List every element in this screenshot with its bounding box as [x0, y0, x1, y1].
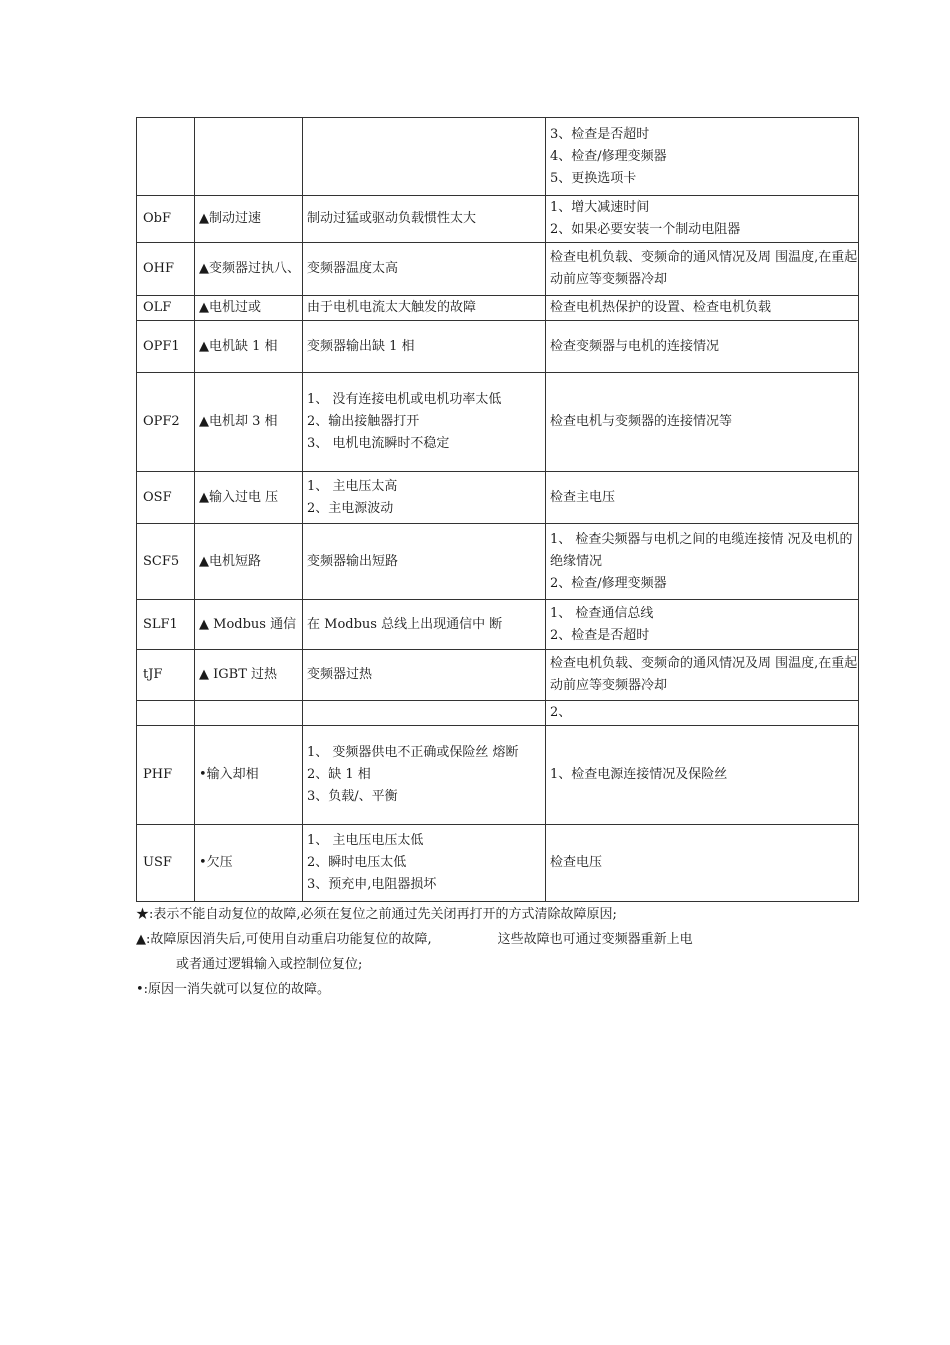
- fault-remedy-cell: [546, 726, 859, 825]
- cell-line: 1、 变频器供电不正确或保险丝 熔断: [307, 745, 519, 760]
- cell-line: 1、 检查尖频器与电机之间的电缆连接情 况及电机的绝缘情况: [550, 531, 853, 569]
- note-star: ★:表示不能自动复位的故障,必须在复位之前通过先关闭再打开的方式清除故障原因;: [136, 907, 617, 922]
- fault-name-cell: [195, 825, 303, 902]
- fault-name-cell: [195, 373, 303, 472]
- fault-remedy-cell: [546, 650, 859, 701]
- fault-code-cell: [137, 296, 195, 321]
- cell-line: 变频器输出短路: [307, 553, 399, 569]
- fault-cause-cell: [303, 650, 546, 701]
- legend-notes: [136, 902, 896, 1002]
- fault-code-cell: [137, 524, 195, 600]
- fault-name-cell: [195, 472, 303, 524]
- note-triangle-part2: 这些故障也可通过变频器重新上电: [497, 932, 693, 947]
- fault-cause-cell: [303, 600, 546, 650]
- cell-line: tJF: [143, 667, 163, 682]
- table-row: [137, 726, 859, 825]
- cell-line: PHF: [143, 767, 173, 782]
- table-row: [137, 600, 859, 650]
- note-triangle-part1: ▲:故障原因消失后,可使用自动重启功能复位的故障,: [136, 932, 432, 947]
- fault-code-cell: [137, 321, 195, 373]
- cell-line: ▲电机却 3 相: [199, 414, 278, 429]
- cell-line: ▲输入过电 压: [199, 489, 279, 505]
- fault-remedy-cell: [546, 296, 859, 321]
- cell-line: 2、检查/修理变频器: [550, 575, 667, 591]
- cell-line: 2、: [550, 705, 572, 720]
- fault-table: [136, 117, 859, 902]
- table-row: [137, 243, 859, 296]
- table-row: [137, 373, 859, 472]
- fault-remedy-cell: [546, 472, 859, 524]
- cell-line: OPF1: [143, 338, 180, 354]
- fault-code-cell: [137, 701, 195, 726]
- fault-cause-cell: [303, 726, 546, 825]
- fault-cause-cell: [303, 296, 546, 321]
- table-row: [137, 321, 859, 373]
- fault-code-cell: [137, 243, 195, 296]
- fault-cause-cell: [303, 472, 546, 524]
- cell-line: 变频器输出缺 1 相: [307, 338, 415, 354]
- cell-line: 3、检查是否超时: [550, 126, 650, 142]
- cell-line: USF: [143, 855, 172, 870]
- cell-line: ▲电机缺 1 相: [199, 338, 278, 354]
- cell-line: 变频器温度太高: [307, 261, 399, 276]
- fault-name-cell: [195, 701, 303, 726]
- fault-cause-cell: [303, 373, 546, 472]
- fault-remedy-cell: [546, 373, 859, 472]
- fault-cause-cell: [303, 701, 546, 726]
- cell-line: 在 Modbus 总线上出现通信中 断: [307, 616, 503, 632]
- fault-remedy-cell: [546, 196, 859, 243]
- cell-line: •输入却相: [199, 767, 259, 782]
- fault-name-cell: [195, 524, 303, 600]
- table-row: [137, 825, 859, 902]
- fault-name-cell: [195, 726, 303, 825]
- cell-line: 1、检查电源连接情况及保险丝: [550, 767, 728, 782]
- fault-name-cell: [195, 196, 303, 243]
- note-triangle: [136, 927, 896, 952]
- cell-line: 制动过猛或驱动负载惯性太大: [307, 211, 477, 226]
- fault-code-cell: [137, 726, 195, 825]
- cell-line: ▲ IGBT 过热: [199, 667, 278, 682]
- cell-line: SLF1: [143, 616, 178, 632]
- fault-cause-cell: [303, 524, 546, 600]
- cell-line: 2、缺 1 相: [307, 767, 371, 782]
- cell-line: 检查变频器与电机的连接情况: [550, 338, 720, 354]
- fault-name-cell: [195, 600, 303, 650]
- fault-remedy-cell: [546, 321, 859, 373]
- fault-cause-cell: [303, 243, 546, 296]
- fault-remedy-cell: [546, 243, 859, 296]
- cell-line: 5、更换选项卡: [550, 170, 637, 186]
- fault-code-cell: [137, 825, 195, 902]
- cell-line: 1、增大减速时间: [550, 200, 650, 215]
- fault-cause-cell: [303, 321, 546, 373]
- cell-line: 2、主电源波动: [307, 500, 394, 516]
- fault-cause-cell: [303, 825, 546, 902]
- fault-code-cell: [137, 600, 195, 650]
- fault-remedy-cell: [546, 701, 859, 726]
- cell-line: 检查电机负载、变频命的通风情况及周 围温度,在重起动前应等变频器冷却: [550, 656, 858, 693]
- fault-name-cell: [195, 296, 303, 321]
- cell-line: ▲ Modbus 通信: [199, 616, 297, 632]
- cell-line: •欠压: [199, 855, 233, 870]
- cell-line: ▲制动过速: [199, 211, 261, 226]
- cell-line: 2、瞬时电压太低: [307, 855, 407, 870]
- cell-line: OLF: [143, 300, 172, 315]
- note-triangle-cont: 或者通过逻辑输入或控制位复位;: [176, 957, 363, 972]
- cell-line: 变频器过热: [307, 667, 373, 682]
- cell-line: 检查电压: [550, 855, 603, 870]
- table-row: [137, 650, 859, 701]
- cell-line: 3、 电机电流瞬时不稳定: [307, 436, 450, 451]
- fault-name-cell: [195, 650, 303, 701]
- fault-name-cell: [195, 321, 303, 373]
- cell-line: 1、 主电压电压太低: [307, 833, 424, 848]
- cell-line: 1、 没有连接电机或电机功率太低: [307, 392, 502, 407]
- fault-remedy-cell: [546, 600, 859, 650]
- table-row: [137, 118, 859, 196]
- cell-line: 检查电机热保护的设置、检查电机负载: [550, 300, 772, 315]
- cell-line: 3、负载/、平衡: [307, 789, 398, 804]
- cell-line: 1、 检查通信总线: [550, 605, 654, 621]
- table-row: [137, 524, 859, 600]
- cell-line: 2、输出接触器打开: [307, 414, 420, 429]
- fault-cause-cell: [303, 118, 546, 196]
- fault-code-cell: [137, 373, 195, 472]
- table-row: [137, 701, 859, 726]
- table-row: [137, 196, 859, 243]
- cell-line: 2、如果必要安装一个制动电阻器: [550, 222, 741, 237]
- cell-line: 1、 主电压太高: [307, 478, 398, 494]
- cell-line: OSF: [143, 489, 172, 505]
- cell-line: 检查电机与变频器的连接情况等: [550, 414, 733, 429]
- fault-code-cell: [137, 118, 195, 196]
- cell-line: 检查电机负载、变频命的通风情况及周 围温度,在重起动前应等变频器冷却: [550, 250, 858, 287]
- fault-remedy-cell: [546, 524, 859, 600]
- cell-line: OPF2: [143, 414, 180, 429]
- fault-code-cell: [137, 650, 195, 701]
- cell-line: ▲电机过或: [199, 300, 261, 315]
- cell-line: ▲电机短路: [199, 553, 261, 569]
- fault-remedy-cell: [546, 118, 859, 196]
- cell-line: 检查主电压: [550, 489, 616, 505]
- fault-remedy-cell: [546, 825, 859, 902]
- cell-line: 由于电机电流太大触发的故障: [307, 300, 477, 315]
- fault-cause-cell: [303, 196, 546, 243]
- fault-name-cell: [195, 118, 303, 196]
- cell-line: OHF: [143, 261, 175, 276]
- cell-line: 3、预充申,电阻器损坏: [307, 877, 437, 892]
- cell-line: ▲变频器过执八、: [199, 261, 300, 276]
- note-dot: •:原因一消失就可以复位的故障。: [136, 982, 331, 997]
- fault-name-cell: [195, 243, 303, 296]
- table-row: [137, 472, 859, 524]
- fault-code-cell: [137, 196, 195, 243]
- cell-line: 2、检查是否超时: [550, 627, 650, 643]
- table-row: [137, 296, 859, 321]
- cell-line: 4、检查/修理变频器: [550, 148, 667, 164]
- cell-line: ObF: [143, 211, 171, 226]
- cell-line: SCF5: [143, 553, 180, 569]
- fault-code-cell: [137, 472, 195, 524]
